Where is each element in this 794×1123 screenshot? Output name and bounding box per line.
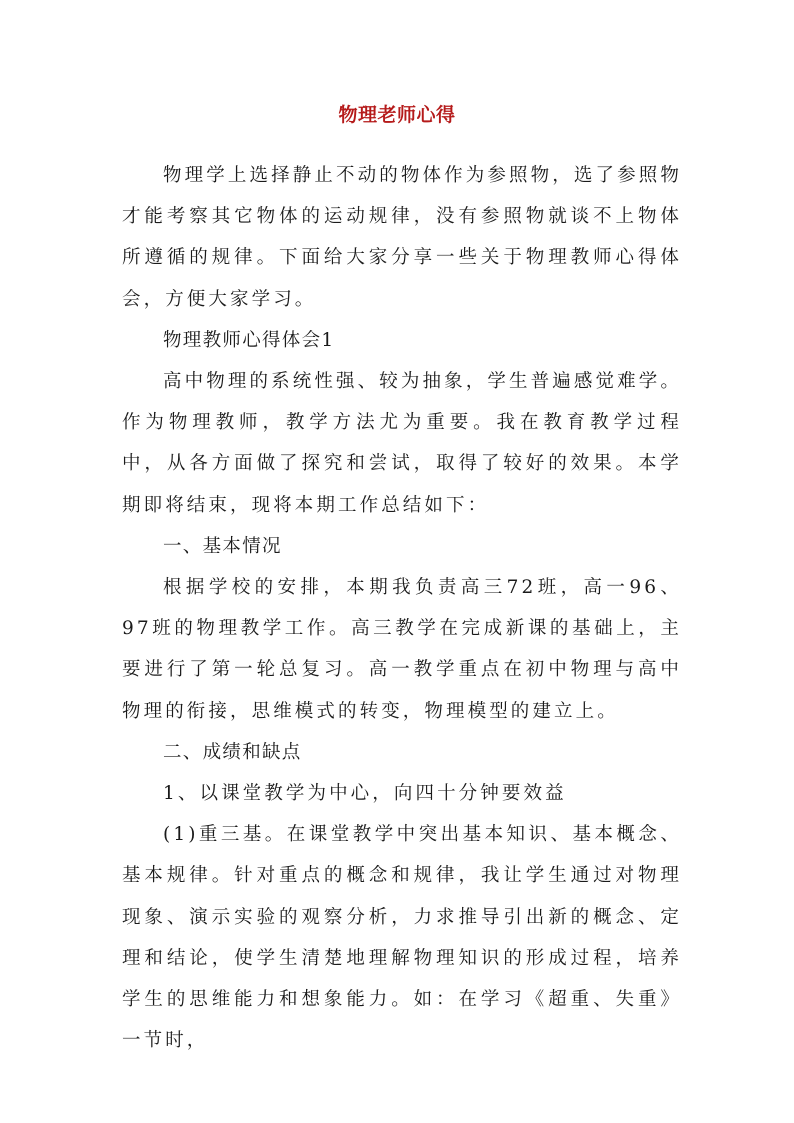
section-heading-results: 二、成绩和缺点: [163, 741, 302, 763]
paragraph-basic-situation: 根据学校的安排，本期我负责高三72班，高一96、97班的物理教学工作。高三教学在完成新课的基础上，主要进行了第一轮总复习。高一教学重点在初中物理与高中物理的衔接，思维模式的转变，物理模型的建立上。: [122, 577, 682, 722]
document-body: [122, 155, 682, 1061]
section-heading-experience-1: 物理教师心得体会1: [163, 329, 335, 351]
document-title: 物理老师心得: [338, 104, 456, 126]
paragraph-overview: 高中物理的系统性强、较为抽象，学生普遍感觉难学。作为物理教师，教学方法尤为重要。我在教育教学过程中，从各方面做了探究和尝试，取得了较好的效果。本学期即将结束，现将本期工作总结如下：: [122, 371, 682, 516]
paragraph-intro: 物理学上选择静止不动的物体作为参照物，选了参照物才能考察其它物体的运动规律，没有参照物就谈不上物体所遵循的规律。下面给大家分享一些关于物理教师心得体会，方便大家学习。: [122, 165, 682, 310]
paragraph-classroom-focus: 1、以课堂教学为中心，向四十分钟要效益: [163, 783, 567, 805]
paragraph-three-basics: (1)重三基。在课堂教学中突出基本知识、基本概念、基本规律。针对重点的概念和规律，我让学生通过对物理现象、演示实验的观察分析，力求推导引出新的概念、定理和结论，使学生清楚地理解物理知识的形成过程，培养学生的思维能力和想象能力。如：在学习《超重、失重》一节时，: [122, 824, 682, 1052]
section-heading-basic-situation: 一、基本情况: [163, 535, 282, 557]
